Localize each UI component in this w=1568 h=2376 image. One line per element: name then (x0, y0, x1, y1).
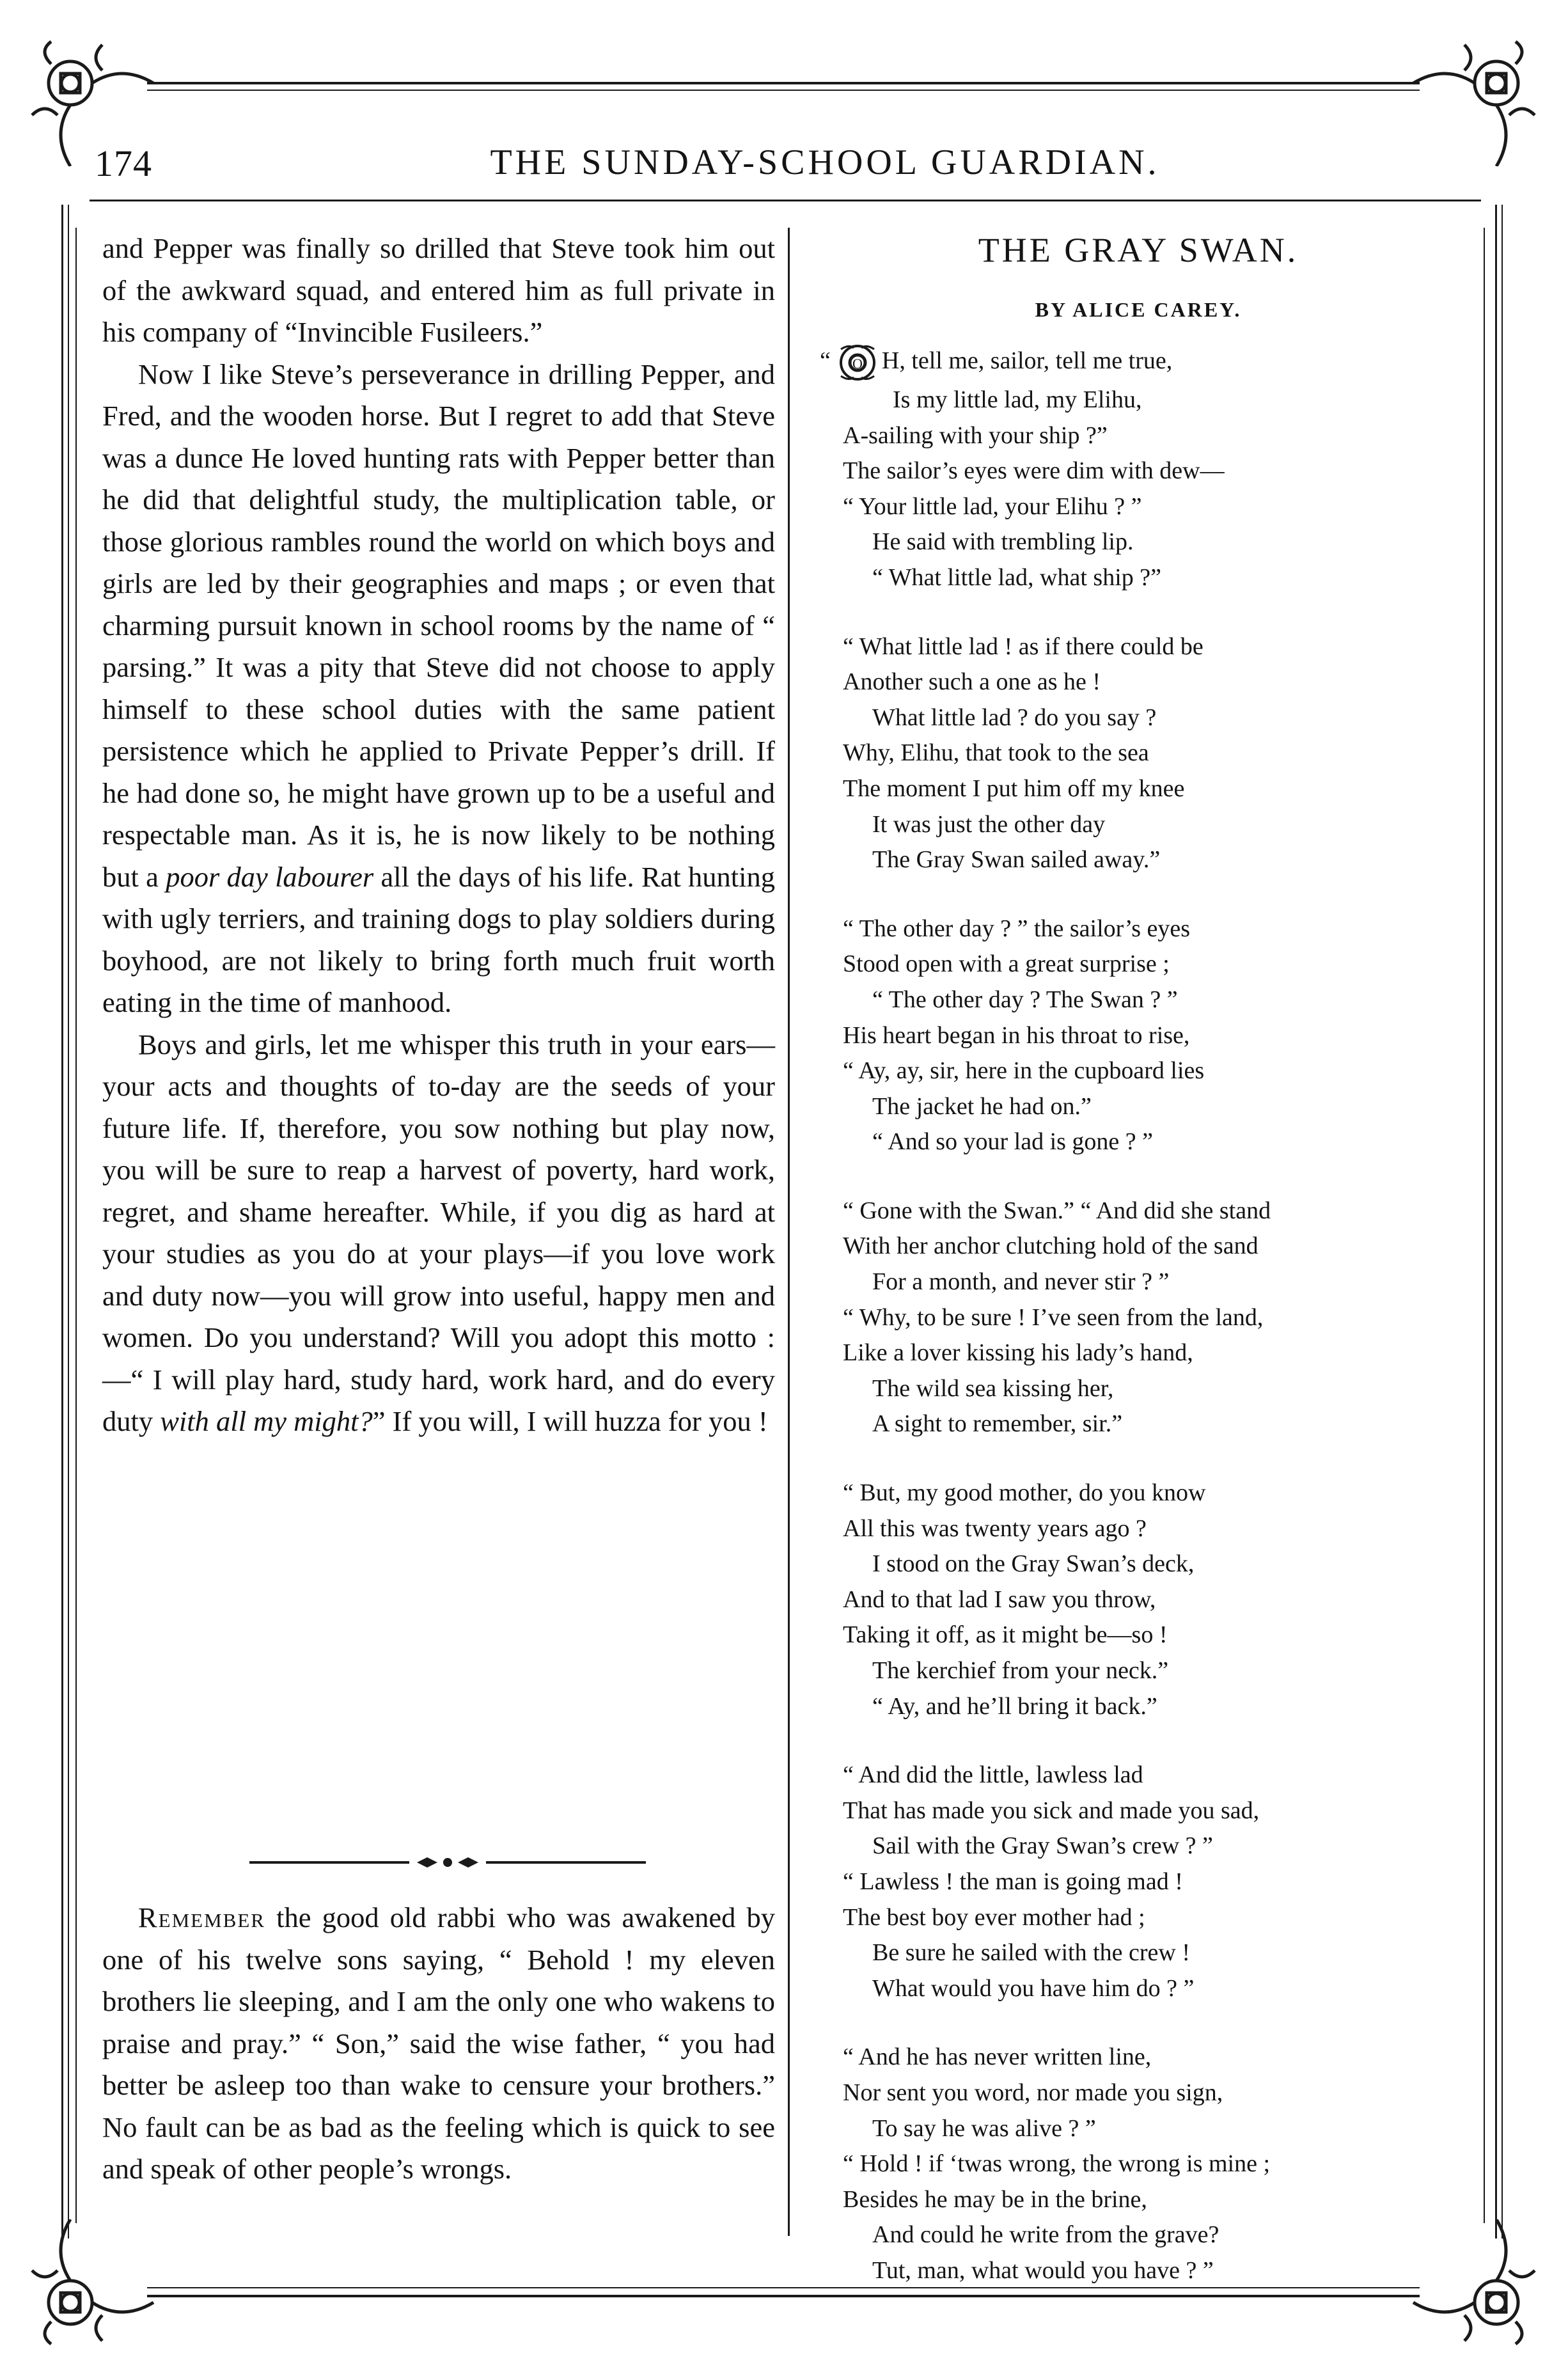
poem-line: Is my little lad, my Elihu, (893, 386, 1142, 413)
anecdote-text: the good old rabbi who was awakened by one of his twelve sons saying, “ Behold ! my eleven brothers lie sleeping, and I am the only one who wakens to praise and pray.” “ Son,” said the wise father, “ you had better be asleep too than wake to censure your brothers.” No fault can be as bad as the feeling which is quick to see and speak of other people’s wrongs. (102, 1901, 775, 2185)
poem-line: “ And he has never written line, (843, 2043, 1152, 2071)
poem-line: “ Lawless ! the man is going mad ! (843, 1868, 1183, 1895)
poem-line: Besides he may be in the brine, (843, 2185, 1147, 2213)
article-paragraph-2 (102, 354, 775, 1024)
poem-stanza-lines (843, 382, 1482, 596)
page-number: 174 (95, 143, 152, 184)
poem-line: “ The other day ? The Swan ? ” (872, 986, 1178, 1013)
poem-line: The kerchief from your neck.” (872, 1657, 1169, 1684)
poem-line: “ Ay, ay, sir, here in the cupboard lies (843, 1057, 1205, 1085)
corner-ornament-top-right (1407, 38, 1541, 166)
poem-line: Be sure he sailed with the crew ! (872, 1939, 1190, 1967)
center-column-rule (788, 228, 790, 2236)
poem-line: That has made you sick and made you sad, (843, 1797, 1260, 1824)
poem-line: “ And did the little, lawless lad (843, 1761, 1143, 1789)
poem-line: The moment I put him off my knee (843, 775, 1185, 802)
article-paragraph-3-italic: with all my might? (160, 1405, 373, 1437)
poem-line: The Gray Swan sailed away.” (872, 846, 1161, 874)
poem-first-line-text: H, tell me, sailor, tell me true, (881, 347, 1173, 374)
poem-line: “ Why, to be sure ! I’ve seen from the land, (843, 1303, 1264, 1331)
frame-header-rule (90, 200, 1481, 201)
corner-ornament-bottom-left (26, 2219, 160, 2347)
anecdote-paragraph (102, 1897, 775, 2191)
poem-open-quote: “ (820, 347, 831, 374)
poem-line: “ What little lad ! as if there could be (843, 633, 1203, 660)
poem-line: Nor sent you word, nor made you sign, (843, 2079, 1223, 2106)
poem-body (820, 343, 1482, 2322)
poem-line: “ Your little lad, your Elihu ? ” (843, 492, 1142, 520)
poem-line: He said with trembling lip. (872, 528, 1134, 556)
poem-line: “ But, my good mother, do you know (843, 1479, 1206, 1507)
poem-line: Another such a one as he ! (843, 668, 1101, 696)
poem-line: “ And so your lad is gone ? ” (872, 1128, 1154, 1156)
frame-left-rule (61, 205, 63, 2238)
poem-line: Like a lover kissing his lady’s hand, (843, 1339, 1193, 1367)
poem-line: I stood on the Gray Swan’s deck, (872, 1550, 1195, 1578)
ornamental-initial-icon (835, 343, 881, 382)
poem-line: “ Hold ! if ‘twas wrong, the wrong is mine ; (843, 2150, 1271, 2178)
poem-line: Sail with the Gray Swan’s crew ? ” (872, 1832, 1213, 1860)
poem-line: The wild sea kissing her, (872, 1374, 1114, 1402)
poem-stanza (820, 343, 1482, 596)
frame-top-rule (147, 82, 1420, 84)
poem-line: A sight to remember, sir.” (872, 1410, 1123, 1438)
frame-top-rule-inner (147, 90, 1420, 91)
poem-line: To say he was alive ? ” (872, 2114, 1096, 2142)
running-title: THE SUNDAY-SCHOOL GUARDIAN. (490, 143, 1160, 182)
poem-line: “ Gone with the Swan.” “ And did she stand (843, 1197, 1271, 1224)
poem-line: And to that lad I saw you throw, (843, 1585, 1156, 1613)
poem-line: “ What little lad, what ship ?” (872, 563, 1161, 591)
poem-line: What little lad ? do you say ? (872, 704, 1157, 731)
article-paragraph-2-italic: poor day labourer (166, 860, 374, 893)
poem-title: THE GRAY SWAN. (978, 231, 1299, 269)
article-paragraph-3 (102, 1024, 775, 1443)
poem-stanzas (843, 629, 1482, 2289)
poem-stanza (843, 1475, 1482, 1724)
poem-first-line (820, 343, 1482, 382)
poem-stanza (843, 629, 1482, 878)
poem-line: “ Ay, and he’ll bring it back.” (872, 1692, 1157, 1720)
poem-stanza (843, 911, 1482, 1160)
frame-right-rule-inner (1501, 205, 1503, 2238)
article-paragraph-2-tail: all the days of his life. Rat hunting with ugly terriers, and training dogs to play soldiers during boyhood, are not likely to bring forth much fruit worth eating in the time of manhood. (102, 860, 776, 1018)
right-column-rule (1484, 228, 1485, 2223)
poem-line: It was just the other day (872, 810, 1106, 838)
article-paragraph-2-text: Now I like Steve’s perseverance in drilling Pepper, and Fred, and the wooden horse. But I regret to add that Steve was a dunce He loved hunting rats with Pepper better than he did that delightful study, the multiplication table, or those glorious rambles round the world on which boys and girls are led by their geographies and maps ; or even that charming pursuit known in school rooms by the name of “ parsing.” It was a pity that Steve did not choose to apply himself to these school duties with the same patient persistence which he applied to Private Pepper’s drill. If he had done so, he might have grown up to be a useful and respectable man. As it is, he is now likely to be nothing but a (102, 358, 775, 893)
article-paragraph-3-tail: ” If you will, I will huzza for you ! (372, 1405, 768, 1437)
left-column-rule (75, 228, 77, 2223)
poem-line: Why, Elihu, that took to the sea (843, 739, 1149, 767)
poem-line: A-sailing with your ship ?” (843, 421, 1108, 449)
poem-stanza (843, 2040, 1482, 2288)
poem-stanza (843, 1758, 1482, 2006)
poem-line: His heart began in his throat to rise, (843, 1021, 1190, 1049)
poem-line: Taking it off, as it might be—so ! (843, 1621, 1168, 1649)
poem-line: The jacket he had on.” (872, 1092, 1092, 1120)
article-paragraph-3-text: Boys and girls, let me whisper this truth in your ears—your acts and thoughts of to-day are the seeds of your future life. If, therefore, you sow nothing but play now, you will be sure to reap a harvest of poverty, hard work, regret, and shame hereafter. While, if you dig as hard at your studies as you do at your plays—if you love work and duty now—you will grow into useful, happy men and women. Do you understand? Will you adopt this motto :—“ I will play hard, study hard, work hard, and do every duty (102, 1028, 775, 1437)
poem-line: What would you have him do ? ” (872, 1974, 1195, 2002)
poem-line: And could he write from the grave? (872, 2221, 1219, 2249)
poem-line: Stood open with a great surprise ; (843, 950, 1170, 978)
anecdote-lead: Remember (138, 1901, 265, 1933)
section-separator (249, 1855, 646, 1870)
frame-right-rule (1495, 205, 1497, 2238)
poem-line: All this was twenty years ago ? (843, 1515, 1147, 1542)
poem-line: Tut, man, what would you have ? ” (872, 2256, 1214, 2284)
ornamental-initial-letter: O (852, 356, 863, 372)
poem-line: The sailor’s eyes were dim with dew— (843, 457, 1225, 485)
article-paragraph-1: and Pepper was finally so drilled that Steve took him out of the awkward squad, and entered him as full private in his company of “Invincible Fusileers.” (102, 232, 775, 348)
poem-stanza (843, 1193, 1482, 1442)
article-body (102, 228, 775, 1443)
poem-line: The best boy ever mother had ; (843, 1903, 1145, 1931)
frame-left-rule-inner (68, 205, 69, 2238)
poem-author: BY ALICE CAREY. (1035, 298, 1242, 321)
poem-line: “ The other day ? ” the sailor’s eyes (843, 915, 1191, 942)
poem-line: With her anchor clutching hold of the sand (843, 1232, 1258, 1260)
anecdote-block (102, 1897, 775, 2191)
poem-line: For a month, and never stir ? ” (872, 1268, 1170, 1296)
